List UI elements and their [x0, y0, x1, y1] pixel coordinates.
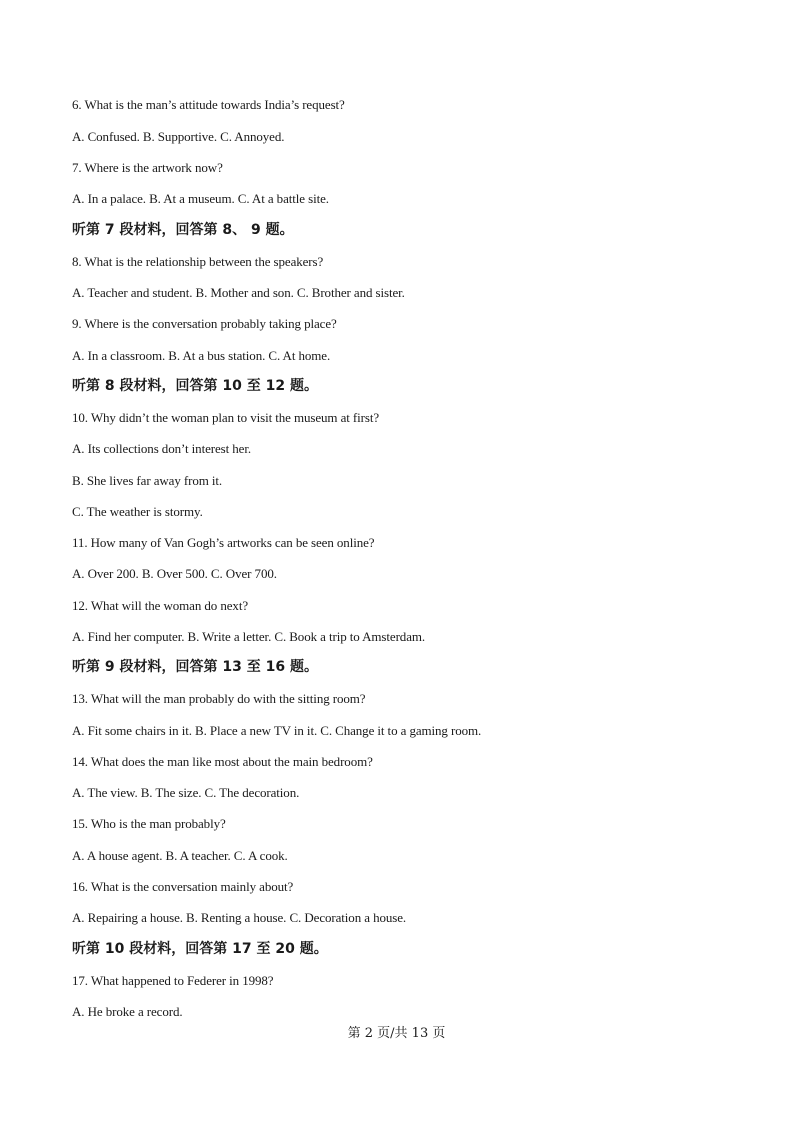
question-14: 14. What does the man like most about the main bedroom? — [72, 754, 373, 769]
question-15: 15. Who is the man probably? — [72, 816, 226, 831]
question-12-options: A. Find her computer. B. Write a letter. C. Book a trip to Amsterdam. — [72, 629, 426, 644]
section-heading-passage-9: 听第 9 段材料，回答第 13 至 16 题。 — [72, 659, 318, 675]
question-17: 17. What happened to Federer in 1998? — [72, 973, 274, 988]
question-15-options: A. A house agent. B. A teacher. C. A cook. — [72, 848, 288, 863]
question-13: 13. What will the man probably do with the sitting room? — [72, 691, 366, 706]
question-14-options: A. The view. B. The size. C. The decoration. — [72, 785, 300, 800]
page-footer: 第 2 页/共 13 页 — [347, 1026, 446, 1041]
section-heading-passage-7: 听第 7 段材料，回答第 8、 9 题。 — [72, 222, 294, 238]
question-12: 12. What will the woman do next? — [72, 598, 248, 613]
question-10: 10. Why didn’t the woman plan to visit the museum at first? — [72, 410, 380, 425]
question-8: 8. What is the relationship between the speakers? — [72, 254, 324, 269]
question-7: 7. Where is the artwork now? — [72, 160, 223, 175]
question-17-option-a: A. He broke a record. — [72, 1004, 183, 1019]
question-11-options: A. Over 200. B. Over 500. C. Over 700. — [72, 566, 277, 581]
question-10-option-c: C. The weather is stormy. — [72, 504, 203, 519]
question-9-options: A. In a classroom. B. At a bus station. C. At home. — [72, 348, 331, 363]
question-9: 9. Where is the conversation probably taking place? — [72, 316, 337, 331]
question-10-option-b: B. She lives far away from it. — [72, 473, 223, 488]
question-11: 11. How many of Van Gogh’s artworks can be seen online? — [72, 535, 375, 550]
section-heading-passage-8: 听第 8 段材料，回答第 10 至 12 题。 — [72, 378, 318, 394]
question-16: 16. What is the conversation mainly about? — [72, 879, 294, 894]
section-heading-passage-10: 听第 10 段材料，回答第 17 至 20 题。 — [72, 941, 328, 957]
question-6: 6. What is the man’s attitude towards India’s request? — [72, 97, 345, 112]
question-8-options: A. Teacher and student. B. Mother and son. C. Brother and sister. — [72, 285, 405, 300]
question-10-option-a: A. Its collections don’t interest her. — [72, 441, 252, 456]
question-6-options: A. Confused. B. Supportive. C. Annoyed. — [72, 129, 285, 144]
question-16-options: A. Repairing a house. B. Renting a house. C. Decoration a house. — [72, 910, 407, 925]
question-7-options: A. In a palace. B. At a museum. C. At a battle site. — [72, 191, 329, 206]
question-13-options: A. Fit some chairs in it. B. Place a new TV in it. C. Change it to a gaming room. — [72, 723, 482, 738]
